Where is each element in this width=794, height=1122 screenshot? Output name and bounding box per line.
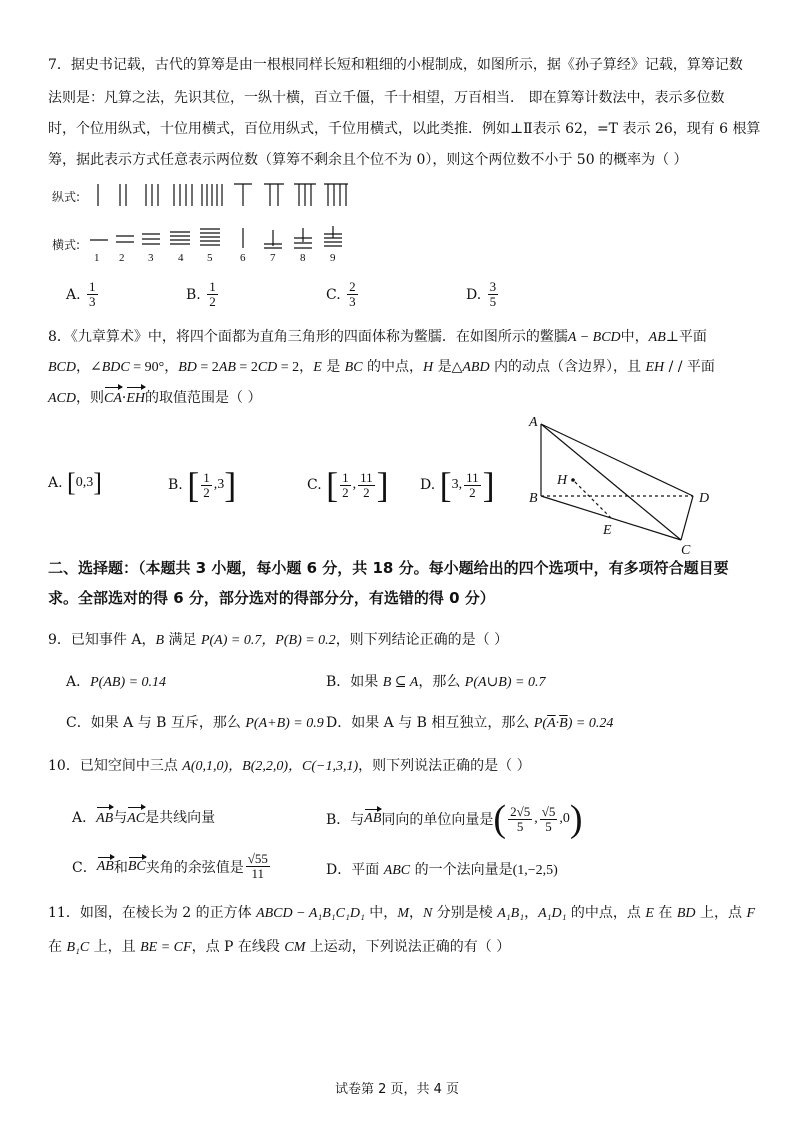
- q9-option-d: D．如果 A 与 B 相互独立，那么 $P(\overline{A}\cdot\overline{B}) = 0.24$: [326, 715, 614, 731]
- q8-line-3: ACD，则CA·EH的取值范围是（ ）: [48, 388, 261, 409]
- q10-option-c: C． AB 和 BC 夹角的余弦值是 $\frac{√55}{11}$: [72, 851, 268, 881]
- vertical-rods: [98, 184, 348, 206]
- q7-option-a: A. $\frac{1}{3}$: [66, 279, 96, 309]
- q9-option-c: C．如果 A 与 B 互斥，那么 P(A+B) = 0.9: [66, 715, 324, 731]
- q7-line-1: 7．据史书记载，古代的算筹是由一根根同样长短和粗细的小棍制成，如图所示，据《孙子算经》记载，算筹记数: [48, 57, 743, 73]
- rod-digit: 9: [330, 252, 336, 264]
- q8-option-a: A. [ 0,3 ]: [48, 468, 102, 497]
- edge-dc: [681, 496, 693, 540]
- q9-option-a: A．P(AB) = 0.14: [66, 674, 167, 690]
- q10-option-d: D．平面 ABC 的一个法向量是(1,−2,5): [326, 862, 558, 878]
- label-d: D: [699, 491, 710, 506]
- point-h: [571, 478, 575, 482]
- rod-digit: 2: [119, 252, 125, 264]
- q8-option-b: B. [ $\frac{1}{2}$ ,3 ]: [168, 465, 237, 505]
- rod-digit: 1: [94, 252, 100, 264]
- q8-option-d: D. [ 3, $\frac{11}{2}$ ]: [420, 465, 495, 505]
- q10-option-b: B．与 AB 同向的单位向量是 ( $\frac{2√5}{5}$ , $\frac{√5}{5}$ ,0 ): [326, 798, 583, 840]
- q10-option-a: A．AB与AC是共线向量: [72, 808, 215, 829]
- q8-line-2: BCD，∠BDC = 90°，BD = 2AB = 2CD = 2，E 是 BC 的中点，H 是△ABD 内的动点（含边界），且 EH / / 平面: [48, 359, 715, 375]
- q7-line-2: 法则是：凡算之法，先识其位，一纵十横，百立千僵，千十相望，万百相当． 即在算筹计数法中，表示多位数: [48, 90, 725, 106]
- q7-line-3: 时，个位用纵式，十位用横式，百位用纵式，千位用横式，以此类推．例如⊥Ⅱ表示 62，=T 表示 26，现有 6 根算: [48, 121, 761, 137]
- q9-option-b: B．如果 B ⊆ A，那么 P(A∪B) = 0.7: [326, 674, 546, 690]
- q11-line-2: 在 B₁C 上，且 BE = CF，点 P 在线段 CM 上运动，下列说法正确的有（ ）: [48, 939, 511, 955]
- section-2-heading-line-1: 二、选择题：（本题共 3 小题，每小题 6 分，共 18 分。每小题给出的四个选项中，有多项符合题目要: [48, 559, 729, 577]
- q7-option-b: B. $\frac{1}{2}$: [186, 279, 216, 309]
- q7-line-4: 筹，据此表示方式任意表示两位数（算筹不剩余且个位不为 0），则这个两位数不小于 50 的概率为（ ）: [48, 152, 688, 168]
- label-h: H: [557, 473, 568, 488]
- rod-digit: 7: [270, 252, 276, 264]
- q10-stem: 10．已知空间中三点 A(0,1,0)，B(2,2,0)，C(−1,3,1)，则下列说法正确的是（ ）: [48, 758, 531, 774]
- rod-digit: 6: [240, 252, 246, 264]
- q8-option-c: C. [ $\frac{1}{2}$ , $\frac{11}{2}$ ]: [307, 465, 389, 505]
- q7-option-d: D. $\frac{3}{5}$: [466, 279, 497, 309]
- label-b: B: [529, 491, 538, 506]
- section-2-heading-line-2: 求。全部选对的得 6 分，部分选对的得部分分，有选错的得 0 分）: [48, 589, 495, 607]
- label-e: E: [603, 523, 612, 538]
- horizontal-label: 横式:: [52, 238, 81, 252]
- q8-line-1: 8．《九章算术》中，将四个面都为直角三角形的四面体称为鳖臑．在如图所示的鳖臑A − BCD中，AB⊥平面: [48, 329, 707, 345]
- rod-digit: 3: [148, 252, 154, 264]
- rod-digit: 8: [300, 252, 306, 264]
- label-c: C: [681, 543, 691, 558]
- rod-digit: 4: [178, 252, 184, 264]
- rod-digit: 5: [207, 252, 213, 264]
- page-footer: 试卷第 2 页，共 4 页: [334, 1082, 460, 1097]
- label-a: A: [529, 415, 538, 430]
- q9-stem: 9．已知事件 A，B 满足 P(A) = 0.7，P(B) = 0.2，则下列结论正确的是（ ）: [48, 632, 509, 648]
- q7-option-c: C. $\frac{2}{3}$: [326, 279, 356, 309]
- q11-line-1: 11．如图，在棱长为 2 的正方体 ABCD − A₁B₁C₁D₁ 中，M，N 分别是棱 A₁B₁，A₁D₁ 的中点，点 E 在 BD 上，点 F: [48, 905, 755, 921]
- tetrahedron-figure: [525, 412, 725, 562]
- vertical-label: 纵式:: [52, 190, 81, 204]
- horizontal-rods: [90, 226, 342, 248]
